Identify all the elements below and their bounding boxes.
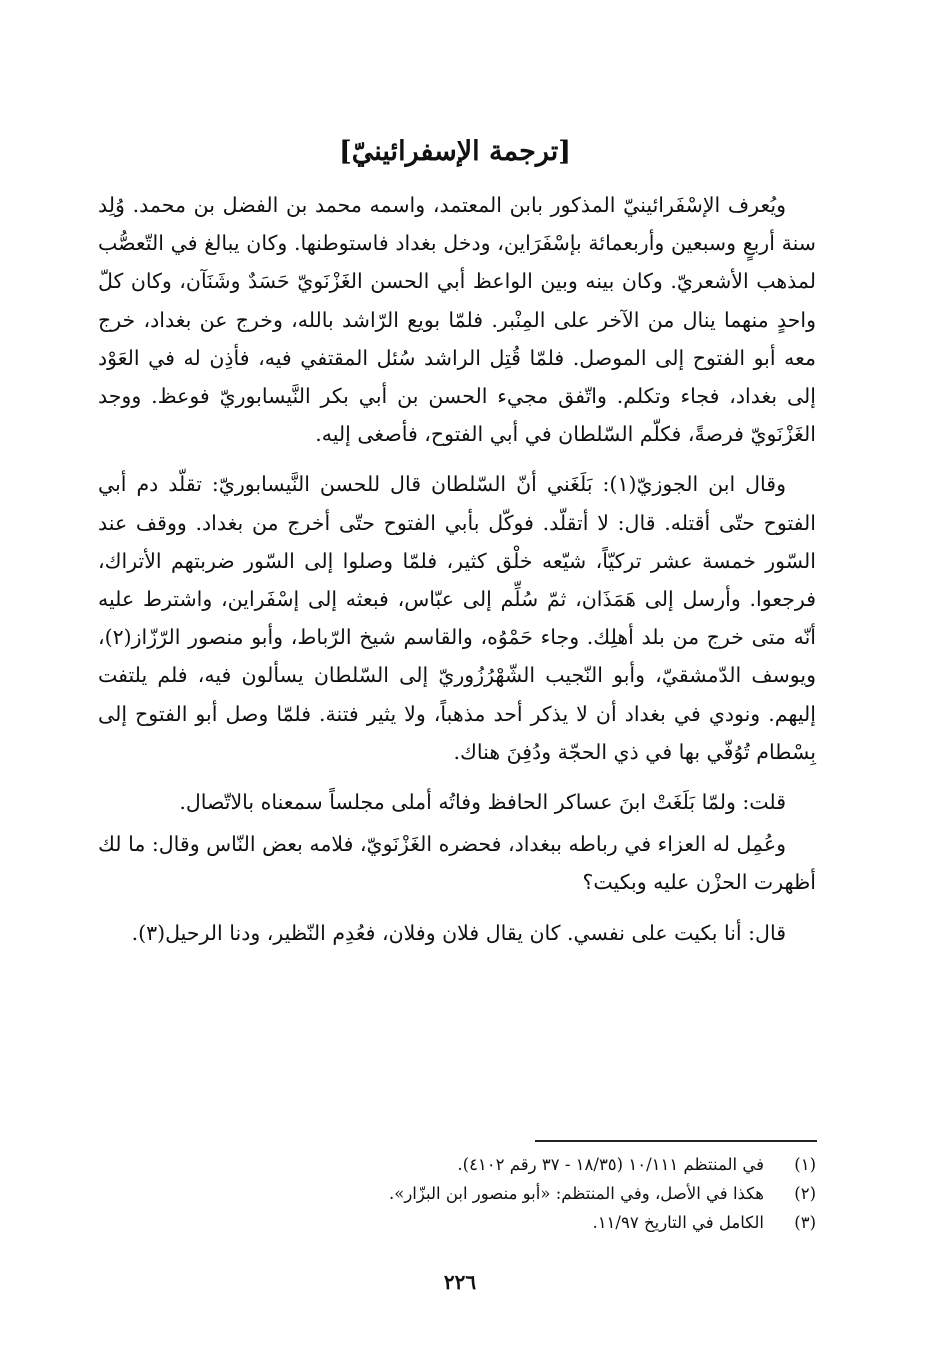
footnote-divider <box>535 1140 817 1142</box>
footnote-number: (١) <box>794 1155 816 1174</box>
footnote-item <box>300 1179 816 1208</box>
footnote-text: هكذا في الأصل، وفي المنتظم: «أبو منصور ابن البزّار». <box>388 1184 764 1203</box>
paragraph-ibn-aljawzi: وقال ابن الجوزيّ(١): بَلَغَني أنّ السّلطان قال للحسن النَّيسابوريّ: تقلّد دم أبي الفتوح حتّى أقتله. قال: لا أتقلّد. فوكّل بأبي الفتوح حتّى أخرج من بغداد. ووقف عند السّور خمسة عشر تركيّاً، شيّعه خلْق كثير، فلمّا وصلوا إلى السّور ضربتهم الأتراك، فرجعوا. وأرسل إلى هَمَذَان، ثمّ سُلِّم إلى عبّاس، فبعثه إلى إسْفَراين، واشترط عليه أنّه متى خرج من بلد أهلِك. وجاء حَمْوُه، والقاسم شيخ الرّباط، وأبو منصور الرّزّاز(٢)، ويوسف الدّمشقيّ، وأبو النّجيب الشّهْرُزُوريّ إلى السّلطان يسألون فيه، فلم يلتفت إليهم. ونودي في بغداد أن لا يذكر أحد مذهباً، ولا يثير فتنة. فلمّا وصل أبو الفتوح إلى بِسْطام تُوُفّي بها في ذي الحجّة ودُفِنَ هناك. <box>98 472 816 764</box>
footnote-text: في المنتظم ١٠/١١١ (١٨/٣٥ - ٣٧ رقم ٤١٠٢). <box>457 1155 764 1174</box>
paragraph-biography: ويُعرف الإسْفَرائينيّ المذكور بابن المعتمد، واسمه محمد بن الفضل بن محمد. وُلِد سنة أربعٍ وسبعين وأربعمائة بإسْفَرَاين، ودخل بغداد فاستوطنها. وكان يبالغ في التّعصُّب لمذهب الأشعريّ. وكان بينه وبين الواعظ أبي الحسن الغَزْنَويّ حَسَدٌ وشَنَآن، وكان كلّ واحدٍ منهما ينال من الآخر على المِنْبر. فلمّا بويع الرّاشد بالله، وخرج عن بغداد، خرج معه أبو الفتوح إلى الموصل. فلمّا قُتِل الراشد سُئل المقتفي فيه، فأذِن له في العَوْد إلى بغداد، فجاء وتكلم. واتّفق مجيء الحسن بن أبي بكر النَّيسابوريّ فوعظ. ووجد الغَزْنَويّ فرصةً، فكلّم السّلطان في أبي الفتوح، فأصغى إليه. <box>98 193 816 447</box>
section-title: [ترجمة الإسفرائينيّ] <box>338 136 572 167</box>
paragraph-reply: قال: أنا بكيت على نفسي. كان يقال فلان وفلان، فعُدِم النّظير، ودنا الرحيل(٣). <box>131 920 786 945</box>
page-number: ٢٢٦ <box>443 1270 477 1294</box>
body-text <box>98 186 816 964</box>
footnote-number: (٢) <box>794 1184 816 1203</box>
paragraph-ibn-asakir: قلت: ولمّا بَلَغَتْ ابنَ عساكر الحافظ وفاتُه أملى مجلساً سمعناه بالاتّصال. <box>179 790 786 815</box>
footnotes <box>300 1150 816 1237</box>
footnote-text: الكامل في التاريخ ١١/٩٧. <box>592 1213 764 1232</box>
footnote-item <box>300 1208 816 1237</box>
footnote-number: (٣) <box>794 1213 816 1232</box>
paragraph-mourning: وعُمِل له العزاء في رباطه ببغداد، فحضره الغَزْنَويّ، فلامه بعض النّاس وقال: ما لك أظهرت الحزْن عليه وبكيت؟ <box>98 832 816 895</box>
footnote-item <box>300 1150 816 1179</box>
